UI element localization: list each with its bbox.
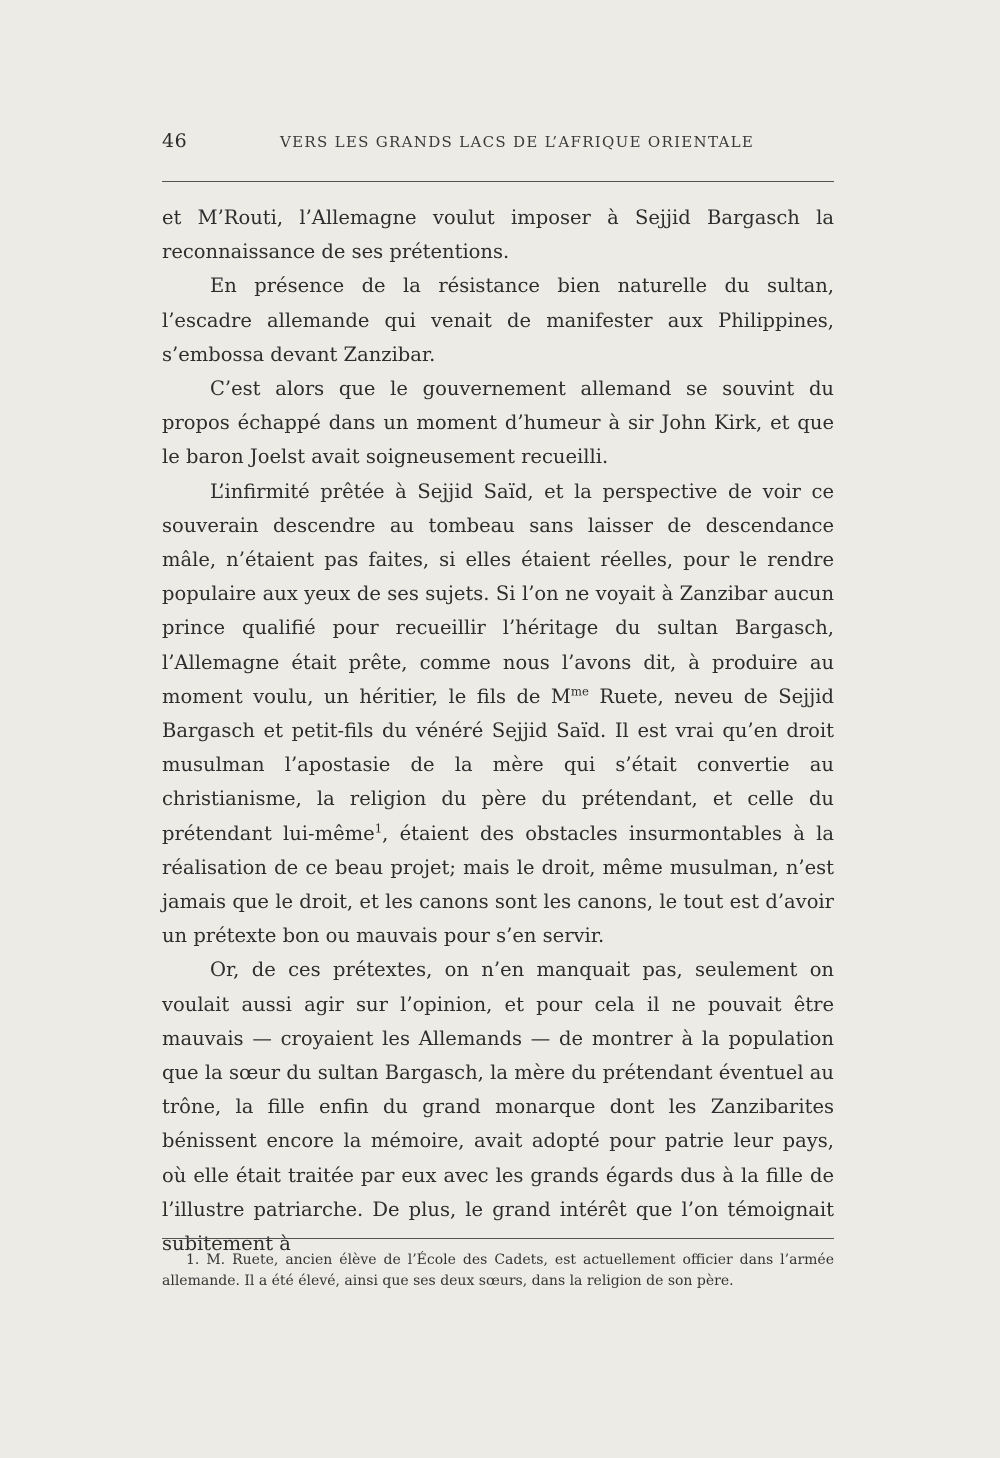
paragraph-3: C’est alors que le gouvernement allemand se souvint du propos échappé dans un moment d’humeur à sir John Kirk, et que le baron Joelst avait soigneusement recueilli. (162, 377, 834, 469)
paragraph-1: et M’Routi, l’Allemagne voulut imposer à Sejjid Bargasch la reconnaissance de ses prétentions. (162, 206, 834, 264)
footnote-1: 1. M. Ruete, ancien élève de l’École des Cadets, est actuellement officier dans l’armée allemande. Il a été élevé, ainsi que ses deux sœurs, dans la religion de son père. (162, 1252, 834, 1289)
superscript-me: me (570, 684, 589, 699)
footnotes (162, 1250, 834, 1292)
footnote-marker: 1 (374, 821, 383, 836)
page-number: 46 (162, 130, 188, 152)
paragraph-4-part-a: L’infirmité prêtée à Sejjid Saïd, et la perspective de voir ce souverain descendre au tombeau sans laisser de descendance mâle, n’étaient pas faites, si elles étaient réelles, pour le rendre populaire aux yeux de ses sujets. Si l’on ne voyait à Zanzibar aucun prince qualifié pour recueillir l’héritage du sultan Bargasch, l’Allemagne était prête, comme nous l’avons dit, à produire au moment voulu, un héritier, le fils de M (162, 479, 834, 708)
header-rule (162, 181, 834, 182)
page-header (162, 130, 834, 160)
paragraph-5: Or, de ces prétextes, on n’en manquait pas, seulement on voulait aussi agir sur l’opinion, et pour cela il ne pouvait être mauvais — croyaient les Allemands — de montrer à la population que la sœur du sultan Bargasch, la mère du prétendant éventuel au trône, la fille enfin du grand monarque dont les Zanzibarites bénissent encore la mémoire, avait adopté pour patrie leur pays, où elle était traitée par eux avec les grands égards dus à la fille de l’illustre patriarche. De plus, le grand intérêt que l’on témoignait subitement à (162, 958, 834, 1256)
footnote-rule (162, 1238, 834, 1239)
paragraph-4 (162, 475, 834, 954)
paragraph-4-part-c: , étaient des obstacles insurmontables à la réalisation de ce beau projet; mais le droit, même musulman, n’est jamais que le droit, et les canons sont les canons, le tout est d’avoir un prétexte bon ou mauvais pour s’en servir. (162, 821, 834, 948)
paragraph-4-part-b: Ruete, neveu de Sejjid Bargasch et petit-fils du vénéré Sejjid Saïd. Il est vrai qu’en droit musulman l’apostasie de la mère qui s’était convertie au christianisme, la religion du père du prétendant, et celle du prétendant lui-même (162, 684, 834, 845)
main-text (162, 201, 834, 1261)
paragraph-2: En présence de la résistance bien naturelle du sultan, l’escadre allemande qui venait de manifester aux Philippines, s’embossa devant Zanzibar. (162, 274, 834, 366)
running-title: VERS LES GRANDS LACS DE L’AFRIQUE ORIENTALE (280, 133, 755, 151)
